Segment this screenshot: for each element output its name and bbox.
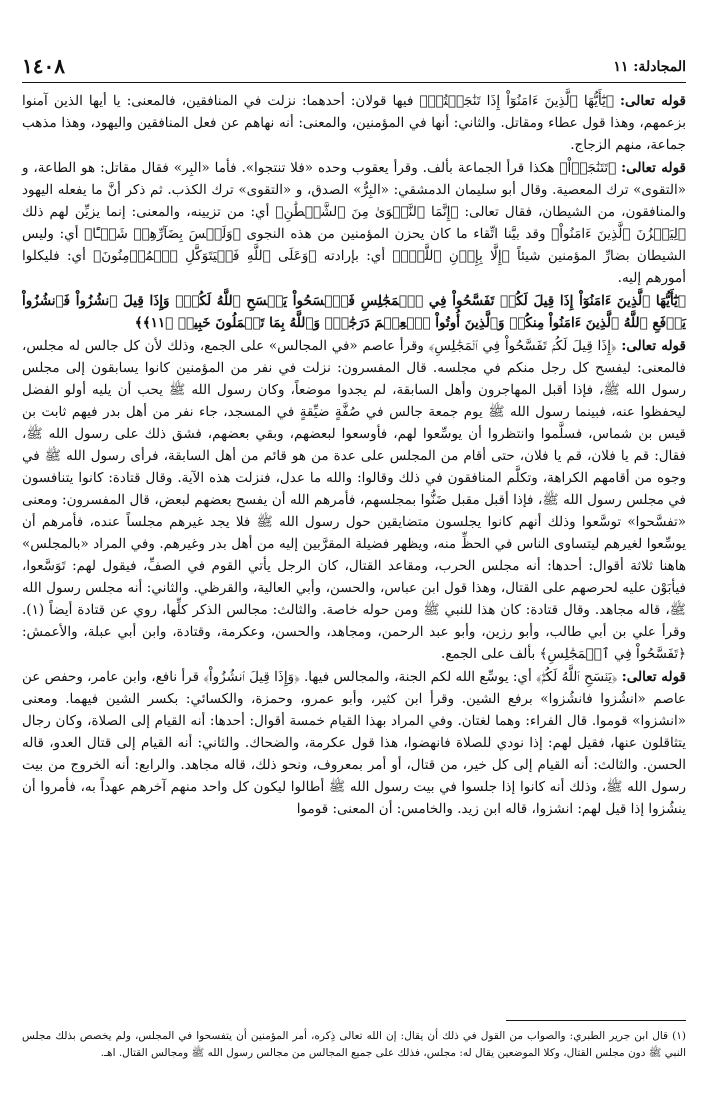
footnote-rule xyxy=(506,1020,686,1021)
page-header xyxy=(22,56,686,76)
paragraph-text: ﴿يَٰٓأَيُّهَا ٱلَّذِينَ ءَامَنُوٓاْ إِذَا تَنَٰجَيۡتُمۡ﴾ فيها قولان: أحدهما: نزلت في المنافقين، فالمعنى: يا أيها الذين آمنوا بزعمهم، وهذا قول عطاء ومقاتل. والثاني: أنها في المؤمنين، والمعنى: أنه نهاهم عن فعل المنافقين واليهود، وهذا مذهب جماعة، منهم الزجاج. xyxy=(22,93,686,153)
paragraph-4 xyxy=(22,666,686,820)
commentary-body xyxy=(22,90,686,821)
paragraph-lead: قوله تعالى: xyxy=(621,160,686,176)
paragraph-text: ﴿تَتَنَٰجَوۡاْ﴾ هكذا قرأ الجماعة بألف. وقرأ يعقوب وحده «فلا تنتجوا». فأما «البِر» فقال مقاتل: هو الطاعة، و «التقوى» ترك المعصية. وقال أبو سليمان الدمشقي: «البِرُّ» الصدق، و «التقوى» ترك الكذب. ثم ذكر أنَّ ما يفعله اليهود والمنافقون، من الشيطان، فقال تعالى: ﴿إِنَّمَا ٱلنَّجۡوَىٰ مِنَ ٱلشَّيۡطَٰنِ﴾ أي: من تزيينه، والمعنى: إنما يزيِّن لهم ذلك ﴿لِيَحۡزُنَ ٱلَّذِينَ ءَامَنُواْ﴾ وقد بيَّنا اتِّقاء ما كان يحزن المؤمنين من هذه النجوى ﴿وَلَيۡسَ بِضَآرِّهِمۡ شَيۡـًٔا﴾ أي: وليس الشيطان بضارِّ المؤمنين شيئاً ﴿إِلَّا بِإِذۡنِ ٱللَّهِۚ﴾ أي: بإرادته ﴿وَعَلَى ٱللَّهِ فَلۡيَتَوَكَّلِ ٱلۡمُؤۡمِنُونَ﴾ أي: فليكلوا أمورهم إليه. xyxy=(22,160,686,286)
paragraph-3 xyxy=(22,335,686,665)
paragraph-lead: قوله تعالى: xyxy=(620,93,687,109)
verse-text: ﴿يَٰٓأَيُّهَا ٱلَّذِينَ ءَامَنُوٓاْ إِذَا قِيلَ لَكُمۡ تَفَسَّحُواْ فِي ٱلۡمَجَٰلِسِ فَٱفۡسَحُواْ يَفۡسَحِ ٱللَّهُ لَكُمۡۖ وَإِذَا قِيلَ ٱنشُزُواْ فَٱنشُزُواْ يَرۡفَعِ ٱللَّهُ ٱلَّذِينَ ءَامَنُواْ مِنكُمۡ وَٱلَّذِينَ أُوتُواْ ٱلۡعِلۡمَ دَرَجَٰتٖۚ وَٱللَّهُ بِمَا تَعۡمَلُونَ خَبِيرٞ ﴿١١﴾﴾ xyxy=(22,293,686,331)
paragraph-lead: قوله تعالى: xyxy=(621,338,686,354)
footnotes xyxy=(22,1028,686,1063)
footnote-1: (١) قال ابن جرير الطبري: والصواب من القول في ذلك أن يقال: إن الله تعالى ذِكره، أمر المؤمنين أن يتفسحوا في المجلس، ولم يخصص بذلك مجلس النبي ﷺ دون مجلس القتال، وكلا الموضعين يقال له: مجلس، فذلك على جميع المجالس من مجالس رسول الله ﷺ ومجالس القتال. اهـ. xyxy=(22,1030,686,1059)
running-title: المجادلة: ١١ xyxy=(613,59,686,75)
paragraph-text: ﴿إِذَا قِيلَ لَكُمۡ تَفَسَّحُواْ فِي ٱلۡمَجَٰلِسِ﴾ وقرأ عاصم «في المجالس» على الجمع، وذلك لأن كل جالس له مجلس، فالمعنى: ليفسح كل رجل منكم في مجلسه. قال المفسرون: نزلت في نفر من المؤمنين كانوا يسابقون إلى مجلس رسول الله ﷺ، فإذا أقبل المهاجرون وأهل السابقة، لم يجدوا موضعاً، وكان رسول الله ﷺ يحب أن يليه أولو الفضل ليحفظوا عنه، فبينما رسول الله ﷺ يوم جمعة جالس في صُفَّةٍ ضيِّقةٍ في المسجد، جاء نفر من أهل بدر فيهم ثابت بن قيس بن شماس، فسلَّموا وانتظروا أن يوسِّعوا لهم، فأوسعوا لبعضهم، وبقي بعضهم، فشق ذلك على رسول الله ﷺ، فقال: قم يا فلان، قم يا فلان، حتى أقام من المجلس على عدة من هو قائم من أهل السابقة، فرأى رسول الله ﷺ في وجوه من أقامهم الكراهة، وتكلَّم المنافقون في ذلك وقالوا: والله ما عدل، فنزلت هذه الآية. وقال قتادة: كانوا يتنافسون في مجلس رسول الله ﷺ، فإذا أقبل مقبل ضَنُّوا بمجلسهم، فأمرهم الله أن يفسح بعضهم لبعض، قال المفسرون: ومعنى «تفسَّحوا» توسَّعوا وذلك أنهم كانوا يجلسون متضايقين حول رسول الله ﷺ فلا يجد غيرهم مجلساً عنده، فأمرهم أن يوسِّعوا لغيرهم ليتساوى الناس في الحظِّ منه، ويظهر فضيلة المقرَّبين إليه من أهل بدر وغيرهم. وفي المراد «بالمجلس» هاهنا ثلاثة أقوال: أحدها: أنه مجلس الحرب، ومقاعد القتال، كان الرجل يأتي القوم في الصفِّ، فيقول لهم: تَوَسَّعوا، فيأبَوْن عليه لحرصهم على القتال، وهذا قول ابن عباس، والحسن، وأبي العالية، والقرظي. والثاني: أنه مجلس رسول الله ﷺ، قاله مجاهد. وقال قتادة: كان هذا للنبي ﷺ ومن حوله خاصة. والثالث: مجالس الذكر كلِّها، روي عن قتادة أيضاً (١). وقرأ علي بن أبي طالب، وأبو رزين، وأبو عبد الرحمن، ومجاهد، والحسن، وعكرمة، وقتادة، وابن أبي عبلة، والأعمش: ﴿تَفَسَّحُواْ فِي ٱلۡمَجَٰلِسِ﴾ بألف على الجمع. xyxy=(22,338,686,662)
paragraph-2 xyxy=(22,157,686,289)
header-rule xyxy=(22,82,686,83)
paragraph-lead: قوله تعالى: xyxy=(621,669,687,685)
paragraph-text: ﴿يَفۡسَحِ ٱللَّهُ لَكُمۡۖ﴾ أي: يوسِّع الله لكم الجنة، والمجالس فيها. ﴿وَإِذَا قِيلَ ٱنشُزُواْ﴾ قرأ نافع، وابن عامر، وحفص عن عاصم «انشُزوا فانشُزوا» برفع الشين. وقرأ ابن كثير، وأبو عمرو، وحمزة، والكسائي: بكسر الشين فيهما. ومعنى «انشزوا» قوموا. قال الفراء: وهما لغتان. وفي المراد بهذا القيام خمسة أقوال: أحدها: أنه القيام إلى الصلاة، وكان رجال يتثاقلون عنها، فقيل لهم: إذا نودي للصلاة فانهضوا، هذا قول عكرمة، والضحاك. والثاني: أنه القيام إلى قتال العدو، قاله الحسن. والثالث: أنه القيام إلى كل خير، من قتال، أو أمر بمعروف، ونحو ذلك، قاله مجاهد. والرابع: أنه الخروج من بيت رسول الله ﷺ، وذلك أنه كانوا إذا جلسوا في بيت رسول الله ﷺ أطالوا ليكون كل واحد منهم آخرهم عهداً به، فأمروا أن ينشُزوا إذا قيل لهم: انشزوا، قاله ابن زيد. والخامس: أن المعنى: قوموا xyxy=(22,669,686,817)
paragraph-1 xyxy=(22,90,686,156)
verse-block xyxy=(22,290,686,334)
page-number: ١٤٠٨ xyxy=(22,54,65,78)
